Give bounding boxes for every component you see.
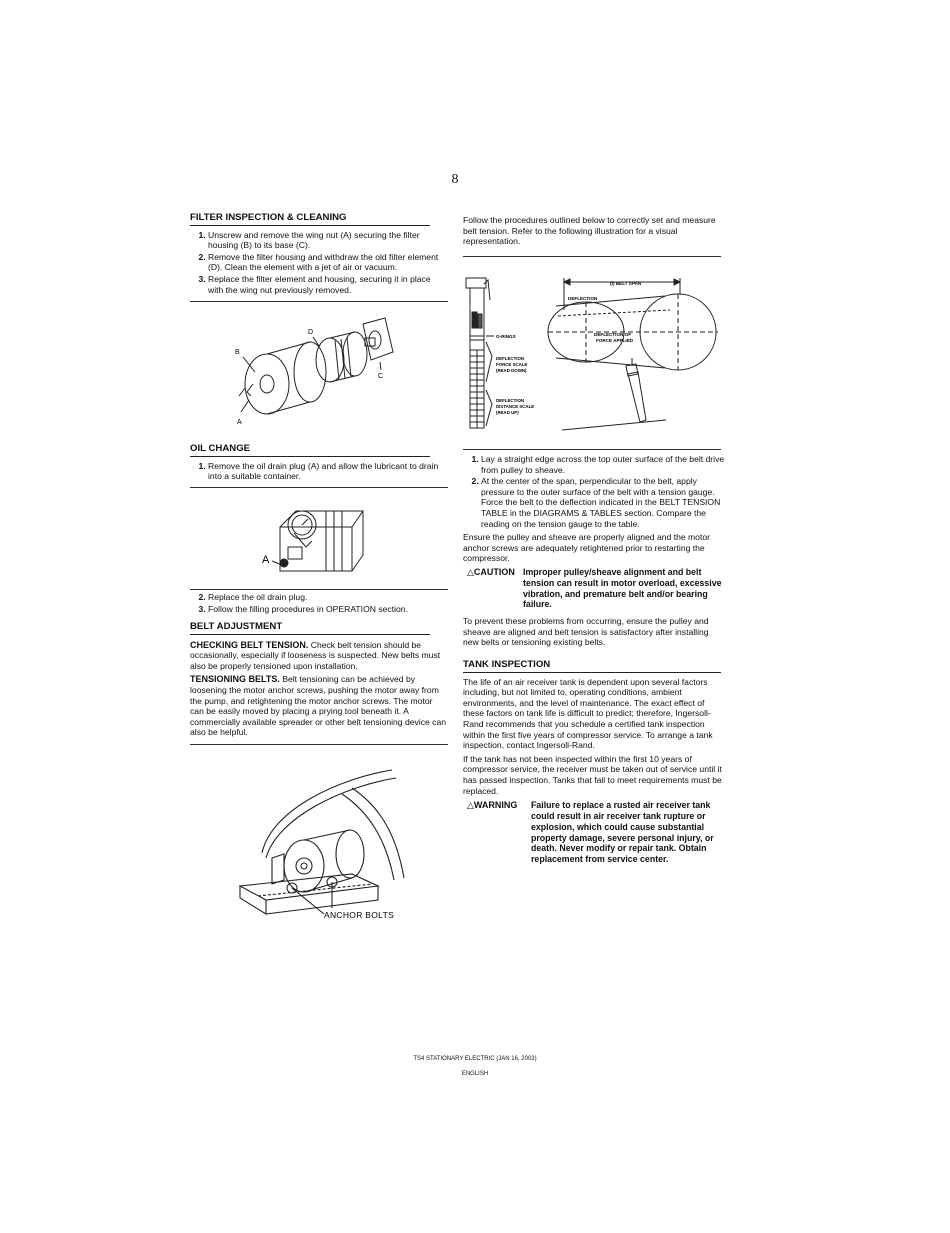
list-item: 3. Follow the filling procedures in OPERATION section.	[208, 604, 448, 615]
filter-illustration	[215, 312, 420, 432]
list-item: 2. Remove the filter housing and withdraw the old filter element (D). Clean the element with a jet of air or vacuum.	[208, 252, 448, 273]
motor-anchor-illustration	[232, 768, 407, 923]
prevent-paragraph: To prevent these problems from occurring, ensure the pulley and sheave are aligned and belt tension is satisfactory after installing new belts or tensioning existing belts.	[463, 616, 709, 648]
divider	[190, 301, 448, 302]
oil-title: OIL CHANGE	[190, 443, 251, 454]
divider	[190, 589, 448, 590]
distance-scale-label-2: DISTANCE SCALE	[496, 404, 535, 409]
tensioning-paragraph: TENSIONING BELTS. Belt tensioning can be achieved by loosening the motor anchor screws, pushing the motor away from the pump, and retightening the motor anchor screws. The motor can be easily moved by placing a prying tool beneath it. A commercially available spreader or other belt tensioning device can also be helpful.	[190, 674, 447, 738]
tensioning-head: TENSIONING BELTS.	[190, 674, 280, 685]
list-item: 2. Replace the oil drain plug.	[208, 592, 448, 603]
tank-paragraph-1: The life of an air receiver tank is dependent upon several factors including, but not limited to, operating conditions, ambient environments, and the level of maintenance. The exact effect of these factors on tank life is difficult to predict; therefore, Ingersoll-Rand recommends that you schedule a certified tank inspection within the first five years of compressor service. To arrange a tank inspection, contact Ingersoll-Rand.	[463, 676, 713, 751]
list-item: 2. At the center of the span, perpendicular to the belt, apply pressure to the outer surface of the belt with a tension gauge. Force the belt to the deflection indicated in the BELT TENSION TABLE in the DIAGRAMS & TABLES section. Compare the reading on the tension gauge to the table.	[481, 476, 725, 529]
label-b: B	[235, 349, 240, 356]
checking-paragraph: CHECKING BELT TENSION. Check belt tension should be occasionally, especially if looseness is suspected. New belts must also be properly tensioned upon installation.	[190, 639, 441, 671]
force-scale-label-2: FORCE SCALE	[496, 362, 528, 367]
label-d: D	[308, 329, 314, 336]
belt-title: BELT ADJUSTMENT	[190, 621, 283, 632]
warning-triangle-icon: △	[467, 800, 474, 811]
warning-triangle-icon: △	[467, 566, 474, 577]
footer-language: ENGLISH	[461, 1071, 489, 1077]
filter-steps	[190, 230, 448, 296]
divider	[463, 449, 721, 450]
caution-label: CAUTION	[473, 566, 515, 577]
oil-drain-illustration	[258, 497, 383, 582]
belt-tension-diagram	[460, 270, 725, 440]
page-number: 8	[451, 172, 459, 187]
distance-scale-label-3: (READ UP)	[496, 410, 519, 415]
list-item: 1. Unscrew and remove the wing nut (A) securing the filter housing (B) to its base (C).	[208, 230, 448, 251]
warning-notice	[463, 800, 725, 865]
footer-document-id: TS4 STATIONARY ELECTRIC (JAN 16, 2003)	[413, 1056, 537, 1062]
list-item: 3. Replace the filter element and housing, securing it in place with the wing nut previously removed.	[208, 274, 448, 295]
label-c: C	[378, 373, 384, 380]
oil-steps-continued	[190, 592, 448, 615]
force-scale-label-3: (READ DOWN)	[496, 368, 527, 373]
oil-section	[190, 444, 448, 483]
deflection-of-label: DEFLECTION OF	[594, 332, 632, 337]
belt-adjustment-section	[190, 622, 448, 741]
belt-intro: Follow the procedures outlined below to correctly set and measure belt tension. Refer to the following illustration for a visual representation.	[463, 215, 716, 247]
warning-label: WARNING	[473, 800, 518, 811]
anchor-bolts-label: ANCHOR BOLTS	[324, 910, 395, 920]
oil-label-a: A	[262, 554, 270, 566]
caution-text: Improper pulley/sheave alignment and belt tension can result in motor overload, excessive vibration, and premature belt and/or bearing failure.	[523, 566, 722, 610]
divider	[463, 256, 721, 257]
label-a: A	[237, 419, 242, 426]
force-applied-label: FORCE APPLIED	[596, 338, 634, 343]
force-scale-label-1: DEFLECTION	[496, 356, 525, 361]
deflection-label: DEFLECTION	[568, 296, 598, 301]
ensure-paragraph: Ensure the pulley and sheave are properly aligned and the motor anchor screws are adequately retightened prior to restarting the compressor.	[463, 532, 710, 564]
filter-title: FILTER INSPECTION & CLEANING	[190, 212, 347, 223]
warning-text: Failure to replace a rusted air receiver tank could result in air receiver tank rupture or explosion, which could cause substantial property damage, severe personal injury, or death. Never modify or repair tank. Obtain replacement from service center.	[531, 800, 714, 865]
oil-steps	[190, 461, 448, 482]
distance-scale-label-1: DEFLECTION	[496, 398, 525, 403]
belt-span-label: (t) BELT SPAN	[610, 281, 642, 286]
tank-section	[463, 660, 725, 871]
list-item: 1. Lay a straight edge across the top outer surface of the belt drive from pulley to sheave.	[481, 454, 725, 475]
tank-title: TANK INSPECTION	[463, 659, 551, 670]
divider	[190, 487, 448, 488]
tank-paragraph-2: If the tank has not been inspected within the first 10 years of compressor service, the receiver must be taken out of service until it has passed inspection. Tanks that fail to meet requirements must be replaced.	[463, 753, 722, 796]
checking-head: CHECKING BELT TENSION.	[190, 639, 309, 650]
list-item: 1. Remove the oil drain plug (A) and allow the lubricant to drain into a suitable container.	[208, 461, 448, 482]
tension-procedure	[463, 454, 725, 651]
o-rings-label: O-RINGS	[496, 334, 516, 339]
divider	[190, 744, 448, 745]
caution-notice	[463, 567, 725, 610]
filter-section	[190, 213, 448, 296]
